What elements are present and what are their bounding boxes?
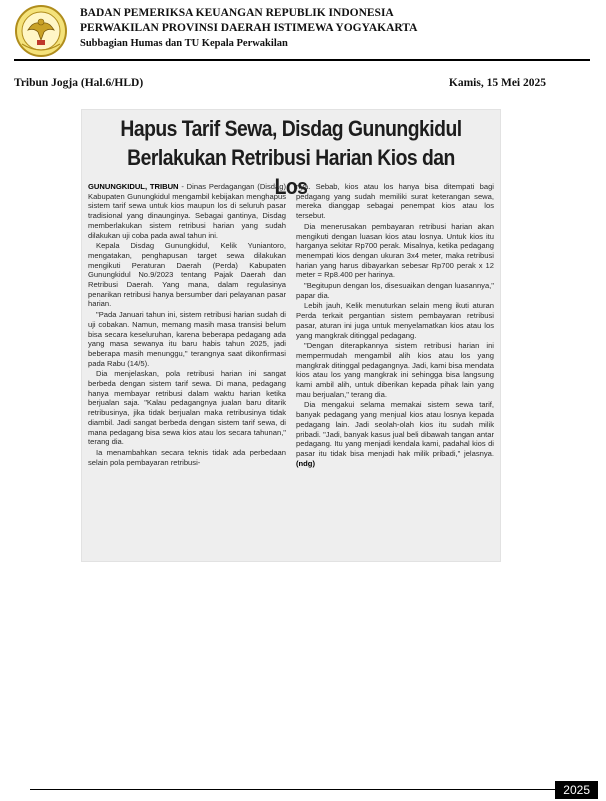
letterhead	[14, 4, 594, 60]
footer-year-badge: 2025	[555, 781, 598, 799]
article-paragraph: GUNUNGKIDUL, TRIBUN - Dinas Perdagangan (Disdag) Kabupaten Gunungkidul mengambil kebijakan menghapus sistem tarif sewa untuk kios maupun los di seluruh pasar tradisional yang dinaunginya. Sebagai gantinya, Disdag memberlakukan sistem retribusi harian yang sudah dilakukan uji coba pada awal tahun ini.	[88, 182, 286, 240]
article-paragraph: Ia menambahkan secara teknis tidak ada perbedaan selain pola pembayaran retribusi-	[88, 447, 286, 467]
article-paragraph: "Begitupun dengan los, disesuaikan dengan luasannya," papar dia.	[296, 281, 494, 300]
article-dateline: GUNUNGKIDUL, TRIBUN	[88, 182, 179, 191]
publication-date: Kamis, 15 Mei 2025	[448, 77, 546, 89]
article-body	[88, 182, 494, 469]
header-divider	[14, 59, 590, 61]
article-paragraph: nya. Sebab, kios atau los hanya bisa ditempati bagi pedagang yang sudah memiliki surat keterangan sewa, mereka dianggap sebagai penempat kios atau los tersebut.	[296, 182, 494, 221]
article-paragraph: "Dengan diterapkannya sistem retribusi harian ini mempermudah mengambil alih kios atau los yang mangkrak ditinggal pedagangnya. Jadi, kami bisa mendata kios atau los yang mangkrak ini sehingga bisa langsung kami ambil alih, untuk diberikan kepada pihak lain yang mau berjualan," terang dia.	[296, 341, 494, 399]
news-clipping	[82, 110, 500, 561]
article-paragraph: Lebih jauh, Kelik menuturkan selain meng ikuti aturan Perda terkait pergantian sistem pembayaran retribusi pasar, aturan ini juga untuk menyelamatkan kios atau los yang mangkrak ditinggal pedagang.	[296, 301, 494, 340]
org-line-3: Subbagian Humas dan TU Kepala Perwakilan	[80, 38, 288, 49]
headline-line-1: Hapus Tarif Sewa, Disdag Gunungkidul	[120, 116, 462, 141]
org-line-2: PERWAKILAN PROVINSI DAERAH ISTIMEWA YOGYAKARTA	[80, 22, 418, 34]
headline-line-2: Berlakukan Retribusi Harian Kios dan Los	[127, 145, 455, 199]
article-paragraph: "Pada Januari tahun ini, sistem retribusi harian sudah di uji cobakan. Namun, memang masih masa transisi belum bisa secara keseluruhan, karena beberapa pedagang ada yang masa sewanya itu baru habis tahun 2025, jadi beberapa masih menunggu," terangnya saat dikonfirmasi pada Rabu (14/5).	[88, 310, 286, 368]
article-byline: (ndg)	[296, 458, 315, 468]
article-column-2	[296, 182, 494, 469]
article-paragraph: Dia menerusakan pembayaran retribusi harian akan mengikuti dengan luasan kios atau losnya. Untuk kios itu harganya sekitar Rp700 perak. Misalnya, ketika pedagang menempati kios dengan ukuran 3x4 meter, maka retribusi harian yang harus dibayarkan sebesar Rp700 perak x 12 meter = Rp8.400 per harinya.	[296, 221, 494, 280]
publication-source: Tribun Jogja (Hal.6/HLD)	[14, 77, 144, 89]
article-paragraph: Dia mengakui selama memakai sistem sewa tarif, banyak pedagang yang menjual kios atau losnya kepada pedagang lain. Jadi seolah-olah kios itu sudah milik pribadi. "Jadi, banyak kasus jual beli dibawah tangan antar pedagang. Itu yang menjadi kendala kami, padahal kios di pasar itu tidak bisa menjadi hak milik pribadi," jelasnya. (ndg)	[296, 400, 494, 468]
bpk-emblem-icon	[14, 4, 68, 58]
article-paragraph: Kepala Disdag Gunungkidul, Kelik Yuniantoro, mengatakan, penghapusan target sewa dilakukan mengikuti Peraturan Daerah (Perda) Kabupaten Gunungkidul No.9/2023 tentang Pajak Daerah dan Retribusi Daerah. Yang mana, dalam regulasinya penarikan retribusi hanya bersumber dari pelayanan pasar harian.	[88, 241, 286, 309]
org-line-1: BADAN PEMERIKSA KEUANGAN REPUBLIK INDONESIA	[80, 7, 394, 19]
article-paragraph: Dia menjelaskan, pola retribusi harian ini sangat berbeda dengan sistem tarif sewa. Di mana, pedagang hanya membayar retribusi dalam waktu harian ketika berjualan saja. "Kalau pedagangnya jualan baru ditarik retribusinya, jika tidak berjualan maka retribusinya tidak diambil. Jadi sangat berbeda dengan sistem tarif sewa, di mana pedagang bisa sewa kios atau los secara tahunan," terang dia.	[88, 369, 286, 447]
article-column-1	[88, 182, 286, 469]
organization-name	[80, 6, 417, 51]
footer-divider	[30, 789, 590, 790]
